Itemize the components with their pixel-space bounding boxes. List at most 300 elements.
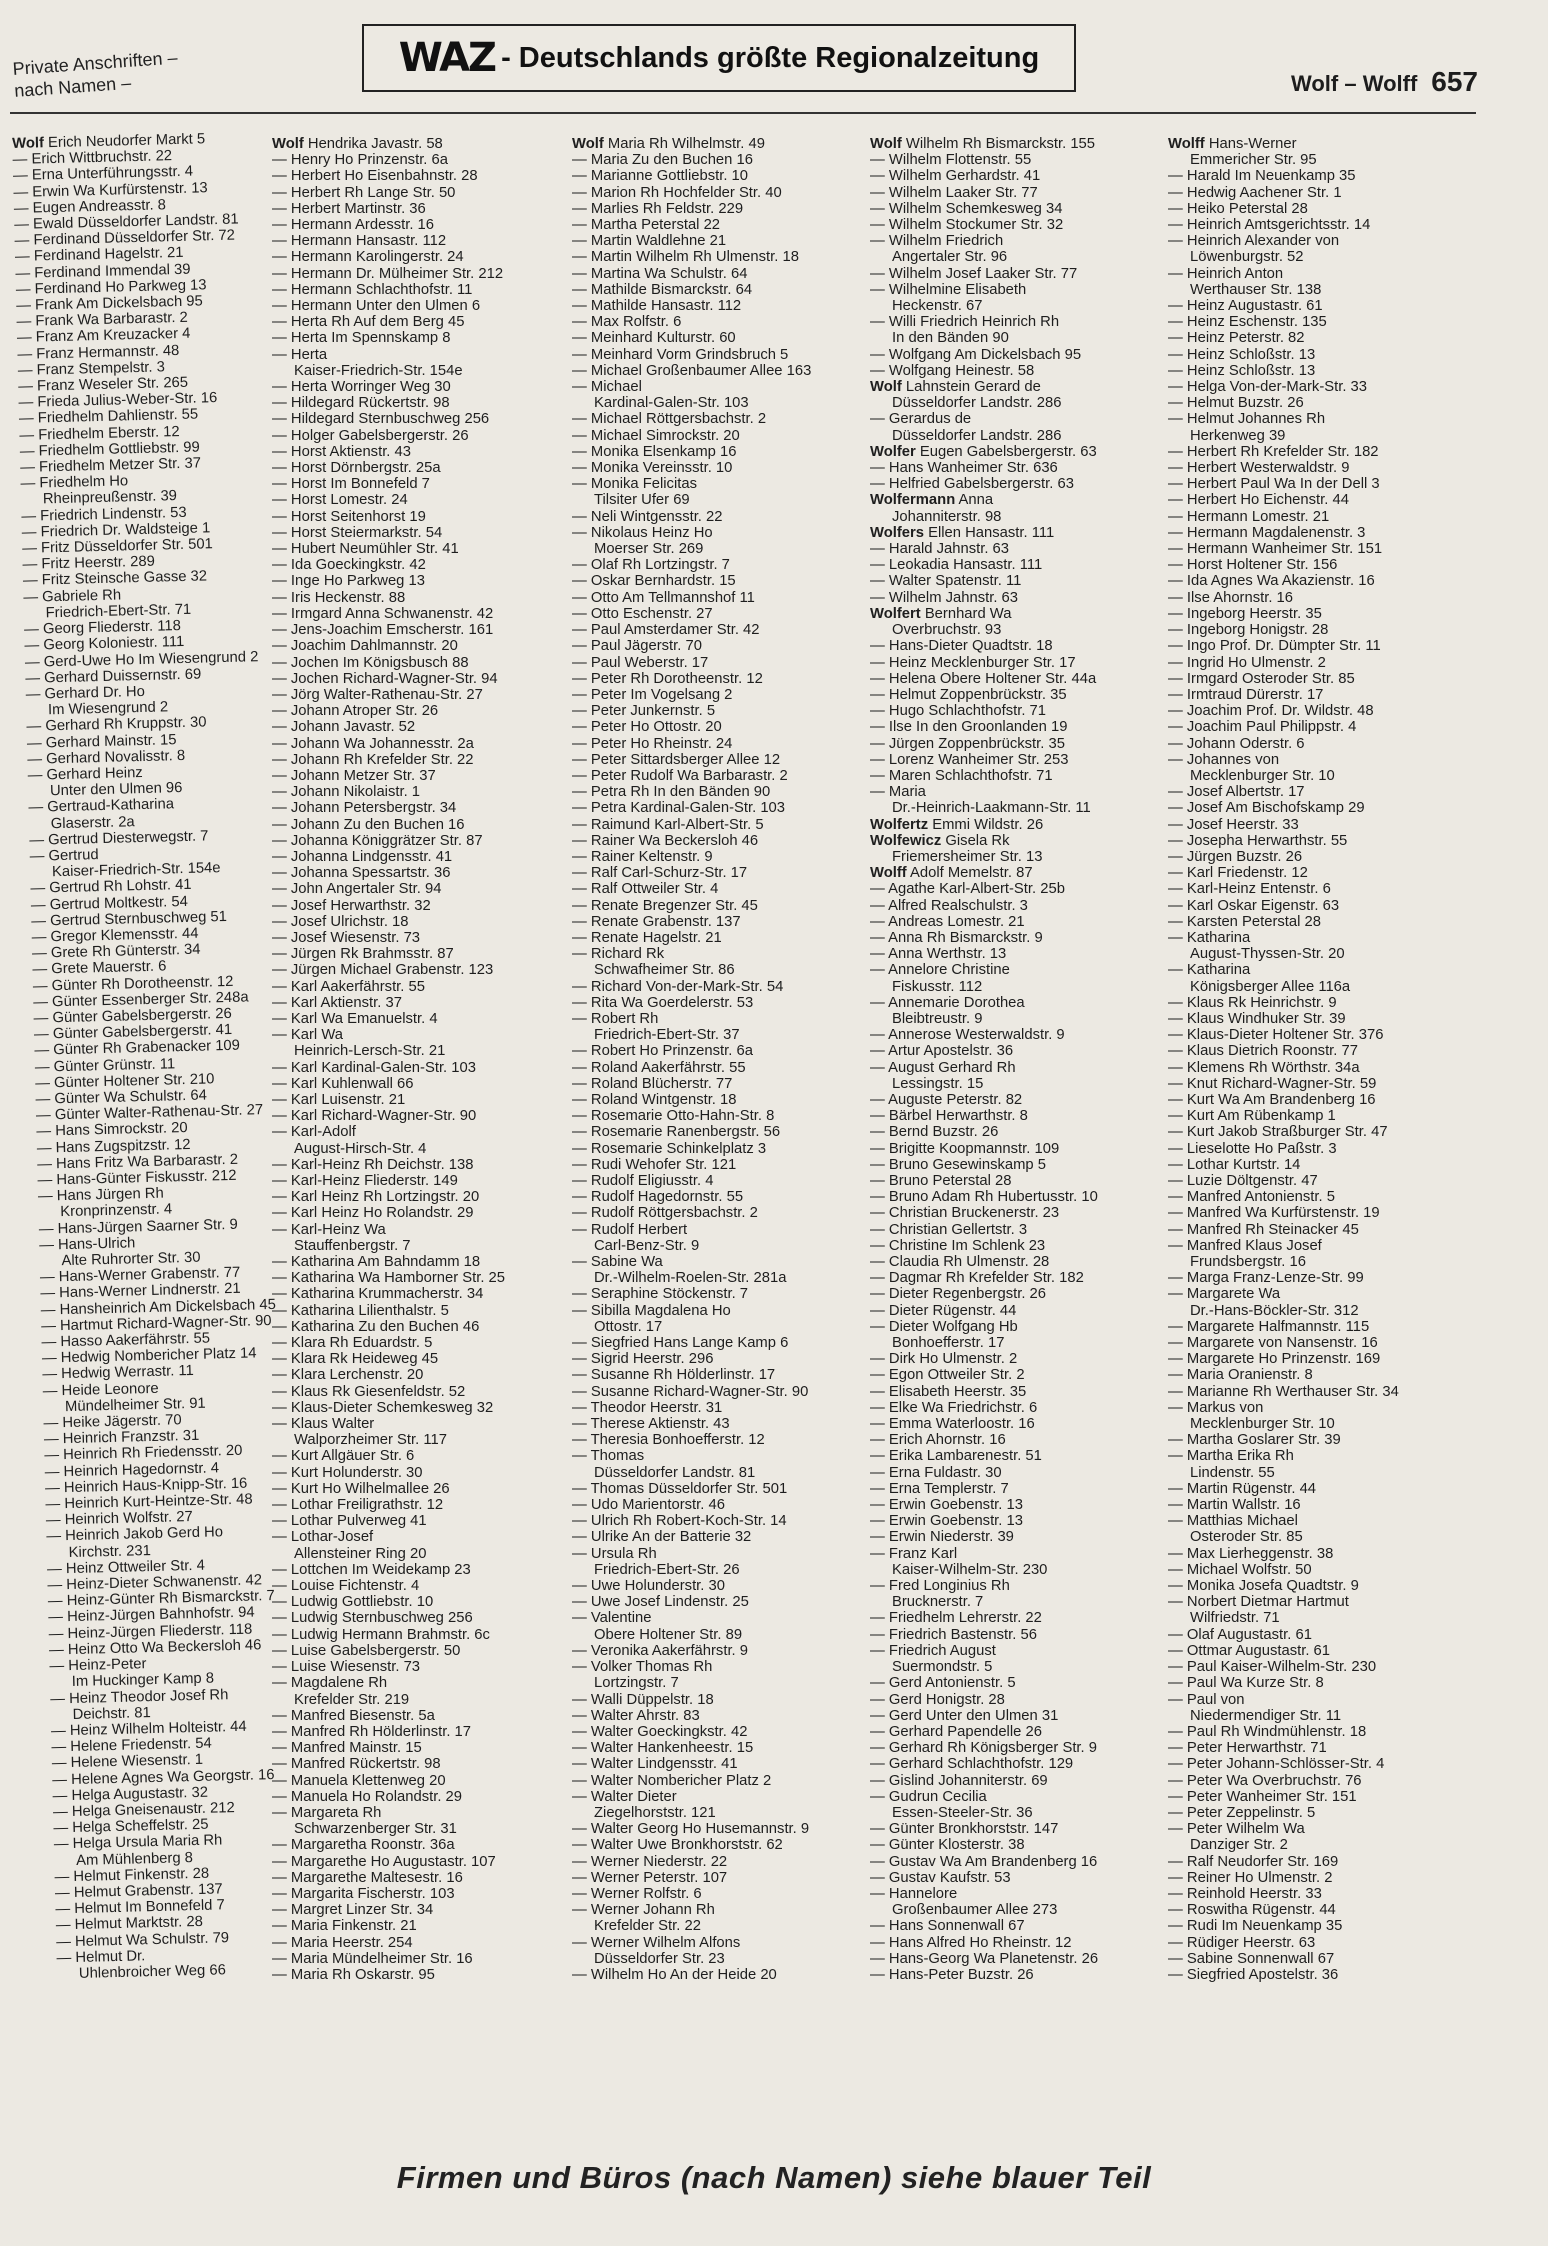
- directory-entry: — Seraphine Stöckenstr. 7: [572, 1286, 749, 1303]
- directory-entry: — Ludwig Gottliebstr. 10: [272, 1594, 434, 1611]
- directory-entry: — Lothar-Josef: [272, 1529, 374, 1546]
- directory-entry: — Gabriele Rh: [23, 587, 122, 606]
- directory-entry: — Franz Stempelstr. 3: [17, 359, 166, 379]
- directory-entry: Herkenweg 39: [1190, 427, 1286, 444]
- directory-entry: — Dagmar Rh Krefelder Str. 182: [870, 1270, 1084, 1287]
- directory-entry: — Wilhelm Schemkesweg 34: [870, 200, 1063, 217]
- directory-entry: — Ilse Ahornstr. 16: [1168, 589, 1294, 606]
- directory-entry: Wolf Lahnstein Gerard de: [870, 379, 1041, 396]
- directory-entry: — Jörg Walter-Rathenau-Str. 27: [272, 686, 483, 703]
- directory-entry: — Johann Atroper Str. 26: [272, 703, 439, 720]
- directory-entry: — Peter Wanheimer Str. 151: [1168, 1788, 1357, 1805]
- directory-entry: Moerser Str. 269: [594, 541, 704, 558]
- directory-entry: — Johann Rh Krefelder Str. 22: [272, 751, 474, 768]
- directory-entry: — Monika Vereinsstr. 10: [572, 460, 733, 477]
- directory-entry: — Richard Von-der-Mark-Str. 54: [572, 978, 784, 995]
- directory-entry: — Meinhard Vorm Grindsbruch 5: [572, 346, 789, 363]
- directory-entry: Friedrich-Ebert-Str. 37: [594, 1027, 740, 1044]
- directory-entry: — Petra Kardinal-Galen-Str. 103: [572, 800, 786, 817]
- directory-entry: — Hans Jürgen Rh: [37, 1185, 164, 1205]
- directory-entry: — Claudia Rh Ulmenstr. 28: [870, 1254, 1050, 1271]
- directory-entry: — Peter Herwarthstr. 71: [1168, 1740, 1327, 1757]
- directory-entry: Obere Holtener Str. 89: [594, 1626, 743, 1643]
- directory-entry: — Petra Rh In den Bänden 90: [572, 784, 771, 801]
- directory-entry: — Heinz Theodor Josef Rh: [50, 1686, 229, 1708]
- directory-entry: — Ursula Rh: [572, 1545, 657, 1562]
- directory-entry: Dr.-Wilhelm-Roelen-Str. 281a: [594, 1270, 787, 1287]
- directory-entry: Angertaler Str. 96: [892, 249, 1008, 266]
- directory-entry: — Herbert Rh Lange Str. 50: [272, 184, 456, 201]
- directory-entry: — Walli Düppelstr. 18: [572, 1691, 714, 1708]
- directory-entry: — Walter Lindgensstr. 41: [572, 1756, 738, 1773]
- directory-entry: — Erwin Niederstr. 39: [870, 1529, 1014, 1546]
- directory-entry: — Wolfgang Am Dickelsbach 95: [870, 346, 1082, 363]
- directory-entry: — Heinrich Jakob Gerd Ho: [46, 1524, 224, 1546]
- directory-entry: — Gerhard Heinz: [27, 764, 143, 784]
- directory-entry: — Martina Wa Schulstr. 64: [572, 265, 748, 282]
- directory-entry: — Josef Heerstr. 33: [1168, 816, 1299, 833]
- directory-entry: — Hermann Dr. Mülheimer Str. 212: [272, 265, 504, 282]
- directory-entry: — Wilhelmine Elisabeth: [870, 281, 1027, 298]
- directory-entry: — Manfred Mainstr. 15: [272, 1740, 422, 1757]
- directory-entry: — Klara Lerchenstr. 20: [272, 1367, 424, 1384]
- directory-entry: Allensteiner Ring 20: [294, 1545, 427, 1562]
- directory-entry: — Hans Fritz Wa Barbarastr. 2: [36, 1151, 239, 1173]
- directory-entry: — Peter Im Vogelsang 2: [572, 686, 733, 703]
- directory-entry: — Gerhard Rh Königsberger Str. 9: [870, 1740, 1097, 1757]
- directory-entry: — Ida Agnes Wa Akazienstr. 16: [1168, 573, 1375, 590]
- directory-entry: — Harald Im Neuenkamp 35: [1168, 168, 1356, 185]
- directory-entry: — Annelore Christine: [870, 962, 1010, 979]
- directory-entry: Wolfer Eugen Gabelsbergerstr. 63: [870, 443, 1097, 460]
- directory-entry: — John Angertaler Str. 94: [272, 881, 442, 898]
- directory-entry: Kronprinzenstr. 4: [60, 1201, 173, 1221]
- directory-entry: — Kurt Am Rübenkamp 1: [1168, 1108, 1336, 1125]
- directory-entry: — Karl Heinz Ho Rolandstr. 29: [272, 1205, 474, 1222]
- directory-entry: — Renate Grabenstr. 137: [572, 913, 741, 930]
- directory-entry: Kardinal-Galen-Str. 103: [594, 395, 749, 412]
- directory-entry: — Johanna Lindgensstr. 41: [272, 848, 453, 865]
- directory-entry: — Margarete Wa: [1168, 1286, 1281, 1303]
- directory-entry: — Günter Klosterstr. 38: [870, 1837, 1025, 1854]
- directory-entry: — Helga Von-der-Mark-Str. 33: [1168, 379, 1368, 396]
- directory-entry: — Günter Grünstr. 11: [34, 1055, 176, 1076]
- waz-logo: WAZ: [398, 35, 496, 81]
- directory-entry: — Herta Im Spennskamp 8: [272, 330, 451, 347]
- directory-entry: — Margarete von Nansenstr. 16: [1168, 1335, 1378, 1352]
- directory-entry: Wolfers Ellen Hansastr. 111: [870, 524, 1055, 541]
- directory-entry: — Karl Aktienstr. 37: [272, 994, 402, 1011]
- directory-entry: — Horst Dörnbergstr. 25a: [272, 460, 441, 477]
- directory-entry: — Johann Oderstr. 6: [1168, 735, 1305, 752]
- directory-entry: — Herta Worringer Weg 30: [272, 379, 451, 396]
- directory-entry: — Helene Friedenstr. 54: [51, 1735, 212, 1756]
- directory-entry: — Frieda Julius-Weber-Str. 16: [18, 390, 218, 412]
- directory-entry: — Gertrud: [29, 847, 99, 865]
- directory-entry: — Bruno Gesewinskamp 5: [870, 1156, 1046, 1173]
- directory-entry: — Peter Rh Dorotheenstr. 12: [572, 670, 763, 687]
- directory-entry: — Gustav Kaufstr. 53: [870, 1869, 1011, 1886]
- directory-entry: Brucknerstr. 7: [892, 1594, 984, 1611]
- directory-entry: — Uwe Josef Lindenstr. 25: [572, 1594, 749, 1611]
- directory-entry: — Ingeborg Honigstr. 28: [1168, 622, 1329, 639]
- directory-entry: — Susanne Richard-Wagner-Str. 90: [572, 1383, 809, 1400]
- directory-entry: — Wilhelm Jahnstr. 63: [870, 589, 1019, 606]
- directory-entry: — Maria Mündelheimer Str. 16: [272, 1950, 473, 1967]
- directory-entry: — Frank Wa Barbarastr. 2: [16, 309, 189, 331]
- directory-entry: — Anna Rh Bismarckstr. 9: [870, 929, 1043, 946]
- directory-entry: — Karl-Heinz Rh Deichstr. 138: [272, 1156, 474, 1173]
- directory-entry: Niedermendiger Str. 11: [1190, 1707, 1342, 1724]
- directory-entry: — Johann Javastr. 52: [272, 719, 416, 736]
- directory-entry: — Mathilde Hansastr. 112: [572, 298, 742, 315]
- directory-entry: — Heinz Schloßstr. 13: [1168, 346, 1316, 363]
- directory-entry: Unter den Ulmen 96: [49, 780, 183, 800]
- directory-entry: — Martin Wallstr. 16: [1168, 1497, 1301, 1514]
- directory-entry: — Max Lierheggenstr. 38: [1168, 1545, 1334, 1562]
- directory-entry: — Hans Zugspitzstr. 12: [36, 1136, 191, 1157]
- directory-entry: — Irmtraud Dürerstr. 17: [1168, 686, 1324, 703]
- directory-entry: — Jens-Joachim Emscherstr. 161: [272, 622, 494, 639]
- directory-entry: — Volker Thomas Rh: [572, 1659, 713, 1676]
- directory-entry: — Heinrich Rh Friedensstr. 20: [44, 1443, 243, 1465]
- directory-entry: Johanniterstr. 98: [892, 508, 1002, 525]
- directory-entry: — Karl-Heinz Entenstr. 6: [1168, 881, 1331, 898]
- directory-entry: — Hans-Günter Fiskusstr. 212: [37, 1167, 237, 1189]
- directory-entry: — Günter Rh Dorotheenstr. 12: [32, 973, 234, 995]
- directory-entry: — Franz Weseler Str. 265: [17, 374, 189, 395]
- directory-entry: — Ralf Carl-Schurz-Str. 17: [572, 865, 748, 882]
- directory-entry: — Rainer Wa Beckersloh 46: [572, 832, 759, 849]
- directory-entry: — Josef Am Bischofskamp 29: [1168, 800, 1365, 817]
- directory-entry: — Karl Friedenstr. 12: [1168, 865, 1308, 882]
- directory-entry: Deichstr. 81: [72, 1704, 151, 1723]
- directory-entry: — Joachim Prof. Dr. Wildstr. 48: [1168, 703, 1374, 720]
- directory-entry: — Martin Wilhelm Rh Ulmenstr. 18: [572, 249, 799, 266]
- directory-entry: — Karl Kardinal-Galen-Str. 103: [272, 1059, 476, 1076]
- directory-entry: — Gerd-Uwe Ho Im Wiesengrund 2: [24, 648, 259, 671]
- directory-entry: — Mathilde Bismarckstr. 64: [572, 281, 753, 298]
- directory-entry: — Margarethe Maltesestr. 16: [272, 1869, 463, 1886]
- directory-entry: — Heike Jägerstr. 70: [43, 1412, 182, 1432]
- directory-entry: — Christine Im Schlenk 23: [870, 1237, 1046, 1254]
- directory-entry: — Heinz Schloßstr. 13: [1168, 362, 1316, 379]
- directory-entry: — Andreas Lomestr. 21: [870, 913, 1025, 930]
- directory-entry: — Karl Richard-Wagner-Str. 90: [272, 1108, 477, 1125]
- directory-entry: — Fritz Steinsche Gasse 32: [22, 568, 208, 590]
- directory-entry: — Helene Wiesenstr. 1: [51, 1752, 204, 1772]
- directory-entry: — Hans-Dieter Quadtstr. 18: [870, 638, 1053, 655]
- directory-entry: — Heinz-Peter: [49, 1656, 147, 1675]
- directory-entry: — Wilhelm Laaker Str. 77: [870, 184, 1038, 201]
- directory-entry: — Friedhelm Lehrerstr. 22: [870, 1610, 1042, 1627]
- directory-entry: — Fred Longinius Rh: [870, 1578, 1010, 1595]
- directory-entry: — Jürgen Rk Brahmsstr. 87: [272, 946, 454, 963]
- directory-entry: Wolfert Bernhard Wa: [870, 605, 1012, 622]
- directory-entry: — Johannes von: [1168, 751, 1280, 768]
- directory-entry: — Hans Alfred Ho Rheinstr. 12: [870, 1934, 1072, 1951]
- directory-entry: Friedrich-Ebert-Str. 71: [45, 601, 192, 622]
- directory-entry: — Ferdinand Düsseldorfer Str. 72: [14, 227, 236, 250]
- directory-entry: — Klaus-Dieter Holtener Str. 376: [1168, 1027, 1384, 1044]
- directory-entry: — Irmgard Osteroder Str. 85: [1168, 670, 1355, 687]
- directory-entry: — Helfried Gabelsbergerstr. 63: [870, 476, 1074, 493]
- directory-entry: — Friedhelm Dahlienstr. 55: [18, 406, 199, 428]
- directory-entry: — Heide Leonore: [42, 1380, 159, 1400]
- directory-entry: — Sigrid Heerstr. 296: [572, 1351, 714, 1368]
- directory-entry: — Gerd Honigstr. 28: [870, 1691, 1005, 1708]
- directory-entry: — Udo Marientorstr. 46: [572, 1497, 725, 1514]
- directory-entry: Carl-Benz-Str. 9: [594, 1237, 700, 1254]
- directory-entry: — Heinrich Anton: [1168, 265, 1284, 282]
- directory-entry: — Reiner Ho Ulmenstr. 2: [1168, 1869, 1333, 1886]
- directory-entry: Essen-Steeler-Str. 36: [892, 1804, 1033, 1821]
- directory-entry: Wolfewicz Gisela Rk: [870, 832, 1010, 849]
- directory-entry: — Marga Franz-Lenze-Str. 99: [1168, 1270, 1364, 1287]
- directory-entry: — Günter Essenberger Str. 248a: [32, 989, 249, 1011]
- directory-entry: — Paul Jägerstr. 70: [572, 638, 702, 655]
- directory-entry: — Ingrid Ho Ulmenstr. 2: [1168, 654, 1326, 671]
- directory-entry: — Fritz Düsseldorfer Str. 501: [21, 536, 214, 557]
- directory-entry: — Klemens Rh Wörthstr. 34a: [1168, 1059, 1360, 1076]
- directory-entry: — Werner Johann Rh: [572, 1902, 715, 1919]
- directory-entry: — Elke Wa Friedrichstr. 6: [870, 1399, 1038, 1416]
- directory-entry: — Hedwig Aachener Str. 1: [1168, 184, 1342, 201]
- directory-entry: — Ralf Ottweiler Str. 4: [572, 881, 719, 898]
- directory-entry: — Helga Ursula Maria Rh: [53, 1832, 223, 1853]
- directory-entry: — Walter Goeckingkstr. 42: [572, 1723, 748, 1740]
- directory-entry: — Josepha Herwarthstr. 55: [1168, 832, 1348, 849]
- directory-entry: — Karl Wa Emanuelstr. 4: [272, 1010, 438, 1027]
- directory-entry: — Herbert Ho Eisenbahnstr. 28: [272, 168, 478, 185]
- directory-column-3: [572, 136, 864, 1983]
- directory-entry: Kaiser-Friedrich-Str. 154e: [51, 860, 221, 881]
- directory-entry: — Rudi Wehofer Str. 121: [572, 1156, 737, 1173]
- directory-entry: — Bruno Adam Rh Hubertusstr. 10: [870, 1189, 1098, 1206]
- directory-entry: — Gertrud Rh Lohstr. 41: [30, 877, 192, 898]
- directory-entry: — Paul Amsterdamer Str. 42: [572, 622, 760, 639]
- directory-entry: — Dieter Wolfgang Hb: [870, 1318, 1018, 1335]
- directory-entry: Wolff Hans-Werner: [1168, 136, 1297, 152]
- directory-entry: Düsseldorfer Landstr. 286: [892, 395, 1062, 412]
- directory-entry: — Uwe Holunderstr. 30: [572, 1578, 725, 1595]
- directory-entry: — Bärbel Herwarthstr. 8: [870, 1108, 1028, 1125]
- directory-column-2: [272, 136, 564, 1983]
- directory-entry: — Ingo Prof. Dr. Dümpter Str. 11: [1168, 638, 1381, 655]
- directory-entry: — Michael Simrockstr. 20: [572, 427, 740, 444]
- directory-entry: — Ludwig Sternbuschweg 256: [272, 1610, 473, 1627]
- directory-entry: — Horst Im Bonnefeld 7: [272, 476, 430, 493]
- directory-entry: — Lottchen Im Weidekamp 23: [272, 1561, 471, 1578]
- directory-entry: — Lothar Kurtstr. 14: [1168, 1156, 1301, 1173]
- directory-entry: — Hans Sonnenwall 67: [870, 1918, 1025, 1935]
- directory-entry: — Rainer Keltenstr. 9: [572, 848, 713, 865]
- directory-entry: — Heinz Ottweiler Str. 4: [46, 1557, 206, 1578]
- directory-entry: — Peter Rudolf Wa Barbarastr. 2: [572, 767, 788, 784]
- directory-entry: — Jürgen Michael Grabenstr. 123: [272, 962, 494, 979]
- directory-entry: — Michael Großenbaumer Allee 163: [572, 362, 812, 379]
- directory-entry: — Rudolf Hagedornstr. 55: [572, 1189, 744, 1206]
- directory-entry: — Herbert Westerwaldstr. 9: [1168, 460, 1350, 477]
- directory-entry: Glaserstr. 2a: [50, 813, 135, 832]
- directory-entry: Wolf Wilhelm Rh Bismarckstr. 155: [870, 136, 1096, 152]
- directory-entry: Löwenburgstr. 52: [1190, 249, 1304, 266]
- directory-entry: — Josef Albertstr. 17: [1168, 784, 1305, 801]
- directory-entry: — Gertrud Sternbuschweg 51: [31, 908, 228, 930]
- directory-entry: — Sibilla Magdalena Ho: [572, 1302, 731, 1319]
- directory-entry: — Friedhelm Metzer Str. 37: [19, 455, 202, 476]
- directory-entry: — Hans-Werner Lindnerstr. 21: [40, 1281, 241, 1303]
- directory-entry: — Helga Scheffelstr. 25: [53, 1816, 209, 1837]
- directory-entry: — Herta Rh Auf dem Berg 45: [272, 314, 465, 331]
- directory-entry: — Paul Kaiser-Wilhelm-Str. 230: [1168, 1659, 1377, 1676]
- directory-entry: Heckenstr. 67: [892, 298, 983, 315]
- directory-entry: — Kurt Jakob Straßburger Str. 47: [1168, 1124, 1388, 1141]
- directory-entry: Tilsiter Ufer 69: [594, 492, 690, 509]
- directory-entry: — Karsten Peterstal 28: [1168, 913, 1321, 930]
- directory-entry: — Johann Nikolaistr. 1: [272, 784, 421, 801]
- directory-entry: — Hermann Ardesstr. 16: [272, 217, 435, 234]
- directory-entry: — Roland Wintgenstr. 18: [572, 1091, 737, 1108]
- directory-entry: Lessingstr. 15: [892, 1075, 984, 1092]
- directory-entry: — Veronika Aakerfährstr. 9: [572, 1642, 749, 1659]
- directory-entry: — Johann Metzer Str. 37: [272, 767, 436, 784]
- directory-entry: — Peter Zeppelinstr. 5: [1168, 1804, 1316, 1821]
- directory-entry: — Elisabeth Heerstr. 35: [870, 1383, 1027, 1400]
- directory-entry: — Helga Augustastr. 32: [52, 1784, 209, 1805]
- directory-entry: — Günter Rh Grabenacker 109: [34, 1038, 241, 1060]
- directory-entry: — Hansheinrich Am Dickelsbach 45: [40, 1296, 277, 1319]
- directory-entry: — Lieselotte Ho Paßstr. 3: [1168, 1140, 1337, 1157]
- directory-entry: — Karl-Heinz Wa: [272, 1221, 386, 1238]
- directory-entry: Im Wiesengrund 2: [47, 699, 169, 719]
- directory-entry: — Klaus Rk Giesenfeldstr. 52: [272, 1383, 466, 1400]
- directory-entry: — Hermann Wanheimer Str. 151: [1168, 541, 1383, 558]
- directory-entry: — Heinz Eschenstr. 135: [1168, 314, 1327, 331]
- directory-entry: — Lothar Freiligrathstr. 12: [272, 1497, 444, 1514]
- directory-entry: — Anna Werthstr. 13: [870, 946, 1007, 963]
- directory-entry: — Herbert Ho Eichenstr. 44: [1168, 492, 1349, 509]
- directory-entry: — Siegfried Hans Lange Kamp 6: [572, 1335, 789, 1352]
- directory-entry: — Heinrich Wolfstr. 27: [45, 1509, 193, 1529]
- directory-entry: — Heinz Otto Wa Beckersloh 46: [48, 1637, 262, 1659]
- directory-entry: — Maria Heerstr. 254: [272, 1934, 413, 1951]
- directory-entry: — Margarita Fischerstr. 103: [272, 1885, 455, 1902]
- directory-entry: — Walter Dieter: [572, 1788, 677, 1805]
- directory-entry: — Heinrich Kurt-Heintze-Str. 48: [45, 1491, 253, 1513]
- directory-entry: — Heiko Peterstal 28: [1168, 200, 1308, 217]
- directory-entry: — Werner Peterstr. 107: [572, 1869, 728, 1886]
- directory-entry: — Erna Templerstr. 7: [870, 1480, 1009, 1497]
- directory-entry: — Heinz Peterstr. 82: [1168, 330, 1305, 347]
- directory-entry: — Neli Wintgensstr. 22: [572, 508, 723, 525]
- directory-entry: — Jürgen Buzstr. 26: [1168, 848, 1303, 865]
- directory-entry: — Helena Obere Holtener Str. 44a: [870, 670, 1097, 687]
- directory-entry: Suermondstr. 5: [892, 1659, 993, 1676]
- directory-entry: — Wolfgang Heinestr. 58: [870, 362, 1035, 379]
- directory-entry: — Wilhelm Stockumer Str. 32: [870, 217, 1064, 234]
- directory-entry: — Louise Fichtenstr. 4: [272, 1578, 420, 1595]
- directory-entry: — Walter Uwe Bronkhorststr. 62: [572, 1837, 783, 1854]
- directory-entry: — Manfred Rh Steinacker 45: [1168, 1221, 1359, 1238]
- directory-entry: Mecklenburger Str. 10: [1190, 1416, 1335, 1433]
- directory-entry: — Manuela Ho Rolandstr. 29: [272, 1788, 462, 1805]
- directory-entry: — Lothar Pulverweg 41: [272, 1513, 427, 1530]
- directory-entry: — Katharina: [1168, 929, 1251, 946]
- directory-entry: Mecklenburger Str. 10: [1190, 767, 1335, 784]
- directory-entry: — Hermann Schlachthofstr. 11: [272, 281, 473, 298]
- section-title: Private Anschriften – nach Namen –: [12, 47, 179, 101]
- directory-entry: — Max Rolfstr. 6: [572, 314, 682, 331]
- directory-entry: — Thomas: [572, 1448, 645, 1465]
- directory-entry: — Olaf Augustastr. 61: [1168, 1626, 1312, 1643]
- directory-entry: — Markus von: [1168, 1399, 1264, 1416]
- directory-entry: Rheinpreußenstr. 39: [42, 488, 178, 508]
- directory-entry: — Heinrich Alexander von: [1168, 233, 1340, 250]
- directory-entry: Krefelder Str. 22: [594, 1918, 701, 1935]
- directory-entry: — Margarete Halfmannstr. 115: [1168, 1318, 1370, 1335]
- directory-entry: — Erich Ahornstr. 16: [870, 1432, 1006, 1449]
- directory-entry: — Manfred Rückertstr. 98: [272, 1756, 441, 1773]
- directory-entry: — Friedrich Lindenstr. 53: [21, 504, 187, 525]
- directory-entry: — Ludwig Hermann Brahmstr. 6c: [272, 1626, 490, 1643]
- directory-entry: Danziger Str. 2: [1190, 1837, 1288, 1854]
- directory-entry: — Egon Ottweiler Str. 2: [870, 1367, 1025, 1384]
- directory-entry: — Gertrud Moltkestr. 54: [30, 893, 189, 914]
- directory-entry: — Gudrun Cecilia: [870, 1788, 987, 1805]
- directory-entry: — Herbert Rh Krefelder Str. 182: [1168, 443, 1379, 460]
- directory-entry: — Maria Rh Oskarstr. 95: [272, 1966, 435, 1983]
- directory-entry: — Hugo Schlachthofstr. 71: [870, 703, 1047, 720]
- directory-entry: Lortzingstr. 7: [594, 1675, 679, 1692]
- directory-entry: Wolfertz Emmi Wildstr. 26: [870, 816, 1044, 833]
- directory-entry: — Grete Rh Günterstr. 34: [31, 941, 201, 962]
- directory-entry: — Karl Kuhlenwall 66: [272, 1075, 414, 1092]
- directory-entry: — Ingeborg Heerstr. 35: [1168, 605, 1322, 622]
- directory-entry: — Helene Agnes Wa Georgstr. 16: [51, 1766, 275, 1789]
- directory-entry: — Peter Junkernstr. 5: [572, 703, 716, 720]
- directory-entry: — Gerhard Rh Kruppstr. 30: [26, 714, 207, 736]
- directory-entry: — Heinz Augustastr. 61: [1168, 298, 1323, 315]
- directory-entry: — Ilse In den Groonlanden 19: [870, 719, 1068, 736]
- directory-entry: — Gerd Unter den Ulmen 31: [870, 1707, 1059, 1724]
- directory-entry: — Hans Simrockstr. 20: [36, 1120, 188, 1141]
- directory-entry: — Karl Oskar Eigenstr. 63: [1168, 897, 1340, 914]
- directory-entry: — Kurt Wa Am Brandenberg 16: [1168, 1091, 1376, 1108]
- directory-entry: — Jochen Richard-Wagner-Str. 94: [272, 670, 498, 687]
- directory-entry: Dr.-Hans-Böckler-Str. 312: [1190, 1302, 1359, 1319]
- directory-entry: — Gerhard Novalisstr. 8: [27, 747, 186, 768]
- directory-entry: — Katharina Krummacherstr. 34: [272, 1286, 484, 1303]
- directory-entry: — Katharina: [1168, 962, 1251, 979]
- directory-entry: — Annemarie Dorothea: [870, 994, 1025, 1011]
- directory-entry: — Gerhard Duissernstr. 69: [25, 666, 202, 687]
- directory-entry: — Walter Hankenheestr. 15: [572, 1740, 754, 1757]
- directory-entry: — Monika Felicitas: [572, 476, 697, 493]
- directory-entry: — Hans-Georg Wa Planetenstr. 26: [870, 1950, 1099, 1967]
- header-rule: [10, 112, 1476, 114]
- directory-entry: — Hermann Karolingerstr. 24: [272, 249, 464, 266]
- directory-entry: — Werner Wilhelm Alfons: [572, 1934, 741, 1951]
- directory-entry: — Peter Johann-Schlösser-Str. 4: [1168, 1756, 1385, 1773]
- directory-entry: — Manfred Biesenstr. 5a: [272, 1707, 435, 1724]
- directory-entry: — Horst Aktienstr. 43: [272, 443, 411, 460]
- directory-entry: — Gerhard Mainstr. 15: [26, 731, 177, 752]
- directory-entry: — Michael Wolfstr. 50: [1168, 1561, 1312, 1578]
- directory-entry: Friedrich-Ebert-Str. 26: [594, 1561, 740, 1578]
- directory-entry: — Horst Seitenhorst 19: [272, 508, 426, 525]
- directory-entry: — Hildegard Rückertstr. 98: [272, 395, 450, 412]
